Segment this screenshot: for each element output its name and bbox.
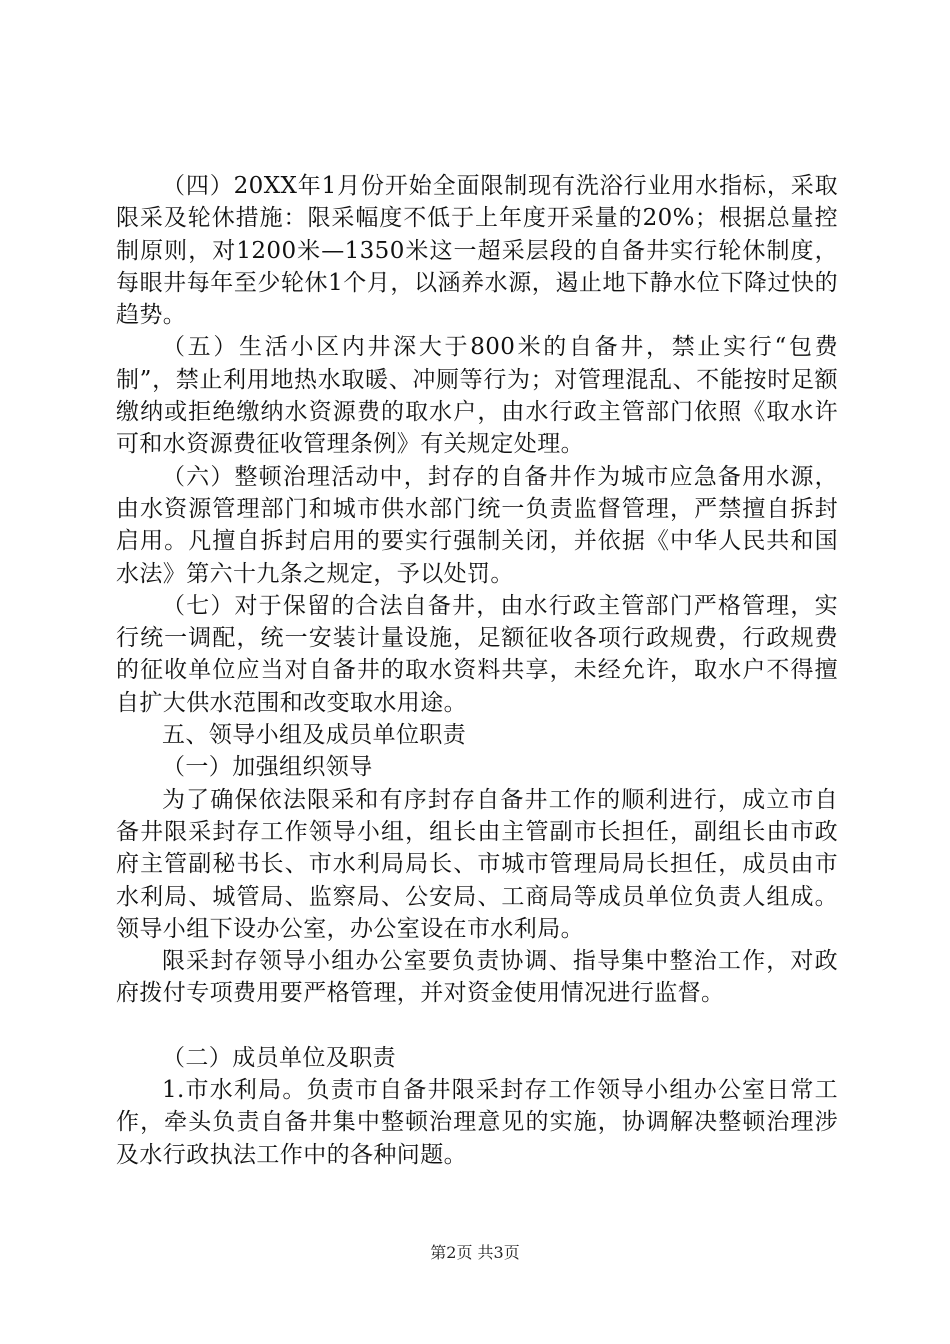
paragraph-6: （六）整顿治理活动中，封存的自备井作为城市应急备用水源，由水资源管理部门和城市供水部门统一负责监督管理，严禁擅自拆封启用。凡擅自拆封启用的要实行强制关闭，并依据《中华人民共和国水法》第六十九条之规定，予以处罚。	[116, 463, 838, 587]
sub-heading-organization: （一）加强组织领导	[162, 754, 373, 781]
section-heading: 五、领导小组及成员单位职责	[162, 722, 467, 749]
paragraph-leading-group: 为了确保依法限采和有序封存自备井工作的顺利进行，成立市自备井限采封存工作领导小组，组长由主管副市长担任，副组长由市政府主管副秘书长、市水利局局长、市城市管理局局长担任，成员由市水利局、城管局、监察局、公安局、工商局等成员单位负责人组成。领导小组下设办公室，办公室设在市水利局。	[116, 786, 838, 942]
paragraph-office-duty: 限采封存领导小组办公室要负责协调、指导集中整治工作，对政府拨付专项费用要严格管理，并对资金使用情况进行监督。	[116, 948, 838, 1007]
paragraph-7: （七）对于保留的合法自备井，由水行政主管部门严格管理，实行统一调配，统一安装计量设施，足额征收各项行政规费，行政规费的征收单位应当对自备井的取水资料共享，未经允许，取水户不得擅自扩大供水范围和改变取水用途。	[116, 592, 838, 716]
paragraph-5: （五）生活小区内井深大于800米的自备井，禁止实行“包费制”，禁止利用地热水取暖、冲厕等行为；对管理混乱、不能按时足额缴纳或拒绝缴纳水资源费的取水户，由水行政主管部门依照《取水许可和水资源费征收管理条例》有关规定处理。	[116, 334, 838, 458]
paragraph-spacer	[116, 1010, 838, 1042]
paragraph-4: （四）20XX年1月份开始全面限制现有洗浴行业用水指标，采取限采及轮休措施：限采幅度不低于上年度开采量的20%；根据总量控制原则，对1200米—1350米这一超采层段的自备井实行轮休制度，每眼井每年至少轮休1个月，以涵养水源，遏止地下静水位下降过快的趋势。	[116, 173, 838, 329]
sub-heading-members: （二）成员单位及职责	[162, 1044, 396, 1071]
document-body	[116, 170, 838, 1171]
paragraph-water-bureau: 1.市水利局。负责市自备井限采封存工作领导小组办公室日常工作，牵头负责自备井集中整顿治理意见的实施，协调解决整顿治理涉及水行政执法工作中的各种问题。	[116, 1077, 838, 1168]
page-number-footer: 第2页 共3页	[430, 1243, 520, 1262]
